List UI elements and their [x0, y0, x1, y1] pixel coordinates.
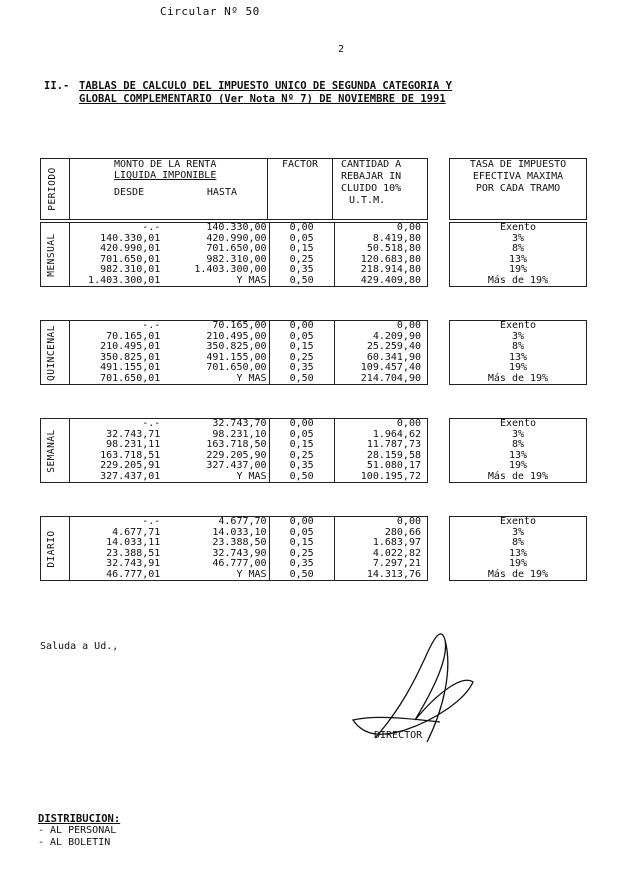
- cantidad-cell: 214.704,90: [334, 374, 427, 385]
- hasta-cell: 982.310,00: [206, 253, 267, 265]
- factor-cell: 0,25: [269, 451, 334, 462]
- section-title-line1: TABLAS DE CALCULO DEL IMPUESTO UNICO DE SEGUNDA CATEGORIA Y: [79, 80, 452, 92]
- factor-cell: 0,05: [269, 234, 334, 245]
- desde-cell: 14.033,11: [106, 537, 161, 548]
- hasta-cell: Y MAS: [162, 276, 269, 287]
- desde-cell: 327.437,01: [70, 472, 163, 483]
- cantidad-cell: 120.683,80: [334, 255, 427, 266]
- tasa-cell: 8%: [450, 538, 587, 549]
- cantidad-cell: 429.409,80: [334, 276, 427, 287]
- tasa-cell: 13%: [450, 353, 587, 364]
- desde-cell: 701.650,01: [70, 374, 163, 385]
- circular-number: Circular Nº 50: [160, 5, 260, 18]
- tasa-cell: 13%: [450, 255, 587, 266]
- rate-block-mensual: [449, 222, 587, 287]
- table-row: [450, 223, 587, 234]
- cantidad-cell: 4.209,90: [334, 332, 427, 343]
- cantidad-cell: 1.683,97: [334, 538, 427, 549]
- cantidad-cell: 4.022,82: [334, 549, 427, 560]
- desde-cell: 210.495,01: [100, 341, 161, 352]
- table-row: [450, 342, 587, 353]
- section-title: [79, 80, 452, 106]
- factor-cell: 0,00: [269, 517, 334, 528]
- cantidad-cell: 1.964,62: [334, 430, 427, 441]
- table-row: [41, 244, 428, 255]
- distribution-title: DISTRIBUCION:: [38, 813, 121, 825]
- tasa-cell: Exento: [450, 223, 587, 234]
- desde-cell: 1.403.300,01: [70, 276, 163, 287]
- director-signature-label: DIRECTOR: [374, 730, 423, 741]
- tasa-cell: 3%: [450, 332, 587, 343]
- table-row: [450, 244, 587, 255]
- cantidad-header: CANTIDAD A REBAJAR IN CLUIDO 10% U.T.M.: [333, 159, 428, 220]
- hasta-cell: 327.437,00: [206, 460, 267, 471]
- period-label: DIARIO: [41, 517, 70, 581]
- section-number: II.-: [44, 80, 70, 92]
- period-label: MENSUAL: [41, 223, 70, 287]
- tasa-cell: Más de 19%: [450, 472, 587, 483]
- table-row: [450, 559, 587, 570]
- factor-header: FACTOR: [268, 159, 333, 220]
- table-row: [450, 321, 587, 332]
- hasta-cell: 491.155,00: [206, 351, 267, 363]
- hasta-cell: Y MAS: [162, 472, 269, 483]
- tasa-cell: 19%: [450, 559, 587, 570]
- table-row: [41, 570, 428, 581]
- desde-cell: 98.231,11: [106, 439, 161, 450]
- section-title-line2: GLOBAL COMPLEMENTARIO (Ver Nota Nº 7) DE NOVIEMBRE DE 1991: [79, 93, 446, 105]
- table-row: [41, 265, 428, 276]
- hasta-cell: 1.403.300,00: [194, 264, 267, 275]
- cantidad-cell: 0,00: [334, 517, 427, 528]
- table-row: [450, 265, 587, 276]
- table-row: [450, 440, 587, 451]
- period-block-quincenal: [40, 320, 428, 385]
- cantidad-cell: 60.341,90: [334, 353, 427, 364]
- factor-cell: 0,00: [269, 223, 334, 234]
- factor-cell: 0,05: [269, 528, 334, 539]
- main-table-header: [40, 158, 428, 220]
- tasa-cell: 3%: [450, 430, 587, 441]
- factor-cell: 0,00: [269, 419, 334, 430]
- factor-cell: 0,05: [269, 332, 334, 343]
- desde-cell: 70.165,01: [106, 330, 161, 342]
- cantidad-cell: 280,66: [334, 528, 427, 539]
- tasa-cell: Más de 19%: [450, 374, 587, 385]
- cantidad-cell: 7.297,21: [334, 559, 427, 570]
- hasta-cell: Y MAS: [162, 570, 269, 581]
- page-number: 2: [338, 44, 345, 55]
- tasa-cell: 13%: [450, 451, 587, 462]
- tasa-cell: 19%: [450, 461, 587, 472]
- desde-header: DESDE: [114, 187, 145, 198]
- factor-cell: 0,15: [269, 244, 334, 255]
- period-block-semanal: [40, 418, 428, 483]
- tasa-header: TASA DE IMPUESTO EFECTIVA MAXIMA POR CADA TRAMO: [450, 159, 587, 220]
- hasta-cell: 140.330,00: [162, 223, 269, 234]
- tasa-cell: 8%: [450, 342, 587, 353]
- desde-cell: 229.205,91: [100, 460, 161, 471]
- desde-cell: -.-: [70, 321, 163, 332]
- tasa-cell: Exento: [450, 419, 587, 430]
- table-row: [41, 559, 428, 570]
- tasa-cell: 13%: [450, 549, 587, 560]
- table-row: [41, 440, 428, 451]
- table-row: [450, 461, 587, 472]
- cantidad-cell: 100.195,72: [334, 472, 427, 483]
- desde-cell: 32.743,71: [106, 428, 161, 440]
- table-row: [41, 321, 428, 332]
- rate-block-semanal: [449, 418, 587, 483]
- hasta-cell: 98.231,10: [212, 428, 267, 440]
- hasta-cell: 23.388,50: [212, 537, 267, 548]
- period-label: SEMANAL: [41, 419, 70, 483]
- factor-cell: 0,35: [269, 265, 334, 276]
- tasa-cell: 3%: [450, 234, 587, 245]
- table-row: [450, 276, 587, 287]
- period-header: PERIODO: [41, 159, 70, 220]
- table-row: [41, 342, 428, 353]
- table-row: [41, 363, 428, 374]
- factor-cell: 0,25: [269, 255, 334, 266]
- cantidad-cell: 0,00: [334, 321, 427, 332]
- table-row: [450, 570, 587, 581]
- factor-cell: 0,15: [269, 440, 334, 451]
- factor-cell: 0,35: [269, 559, 334, 570]
- desde-cell: -.-: [70, 517, 163, 528]
- hasta-cell: 163.718,50: [206, 439, 267, 450]
- factor-cell: 0,05: [269, 430, 334, 441]
- desde-cell: 350.825,01: [100, 351, 161, 363]
- factor-cell: 0,25: [269, 549, 334, 560]
- cantidad-cell: 8.419,80: [334, 234, 427, 245]
- hasta-cell: 32.743,90: [212, 547, 267, 559]
- table-row: [41, 538, 428, 549]
- table-row: [41, 517, 428, 528]
- table-row: [41, 461, 428, 472]
- cantidad-cell: 28.159,58: [334, 451, 427, 462]
- period-block-mensual: [40, 222, 428, 287]
- table-row: [450, 363, 587, 374]
- cantidad-cell: 109.457,40: [334, 363, 427, 374]
- desde-cell: 32.743,91: [106, 558, 161, 569]
- signature: [345, 620, 495, 745]
- factor-cell: 0,50: [269, 472, 334, 483]
- hasta-cell: 229.205,90: [206, 449, 267, 461]
- desde-cell: 140.330,01: [100, 232, 161, 244]
- hasta-cell: 350.825,00: [206, 341, 267, 352]
- cantidad-cell: 0,00: [334, 419, 427, 430]
- tasa-cell: 19%: [450, 265, 587, 276]
- tasa-cell: 3%: [450, 528, 587, 539]
- tasa-cell: Exento: [450, 321, 587, 332]
- table-row: [450, 472, 587, 483]
- tasa-cell: Más de 19%: [450, 570, 587, 581]
- desde-cell: 163.718,51: [100, 449, 161, 461]
- tasa-cell: Exento: [450, 517, 587, 528]
- distribution-item: - AL PERSONAL: [38, 825, 117, 836]
- desde-cell: 491.155,01: [100, 362, 161, 373]
- table-row: [41, 419, 428, 430]
- cantidad-cell: 11.787,73: [334, 440, 427, 451]
- factor-cell: 0,35: [269, 461, 334, 472]
- table-row: [450, 517, 587, 528]
- table-row: [41, 223, 428, 234]
- table-row: [41, 276, 428, 287]
- cantidad-cell: 14.313,76: [334, 570, 427, 581]
- closing-greeting: Saluda a Ud.,: [40, 641, 119, 652]
- desde-cell: 982.310,01: [100, 264, 161, 275]
- hasta-cell: 46.777,00: [212, 558, 267, 569]
- table-row: [450, 419, 587, 430]
- hasta-cell: 420.990,00: [206, 232, 267, 244]
- factor-cell: 0,25: [269, 353, 334, 364]
- hasta-cell: 4.677,70: [162, 517, 269, 528]
- cantidad-cell: 51.080,17: [334, 461, 427, 472]
- tasa-cell: 8%: [450, 244, 587, 255]
- desde-cell: 4.677,71: [112, 526, 161, 538]
- desde-cell: -.-: [70, 419, 163, 430]
- rate-block-quincenal: [449, 320, 587, 385]
- period-label: QUINCENAL: [41, 321, 70, 385]
- factor-cell: 0,35: [269, 363, 334, 374]
- hasta-header: HASTA: [206, 187, 237, 198]
- factor-cell: 0,15: [269, 342, 334, 353]
- hasta-cell: 701.650,00: [206, 243, 267, 254]
- hasta-cell: Y MAS: [162, 374, 269, 385]
- factor-cell: 0,50: [269, 570, 334, 581]
- cantidad-cell: 218.914,80: [334, 265, 427, 276]
- distribution-item: - AL BOLETIN: [38, 837, 111, 848]
- period-block-diario: [40, 516, 428, 581]
- cantidad-cell: 25.259,40: [334, 342, 427, 353]
- hasta-cell: 32.743,70: [162, 419, 269, 430]
- factor-cell: 0,00: [269, 321, 334, 332]
- factor-cell: 0,15: [269, 538, 334, 549]
- rate-block-diario: [449, 516, 587, 581]
- table-row: [450, 538, 587, 549]
- hasta-cell: 14.033,10: [212, 526, 267, 538]
- desde-cell: 420.990,01: [100, 243, 161, 254]
- table-row: [41, 472, 428, 483]
- desde-cell: 46.777,01: [70, 570, 163, 581]
- rate-table-header: [449, 158, 587, 220]
- monto-header: MONTO DE LA RENTA LIQUIDA IMPONIBLE DESDE HASTA: [70, 159, 268, 220]
- cantidad-cell: 50.518,80: [334, 244, 427, 255]
- tasa-cell: Más de 19%: [450, 276, 587, 287]
- table-row: [41, 374, 428, 385]
- tasa-cell: 19%: [450, 363, 587, 374]
- hasta-cell: 210.495,00: [206, 330, 267, 342]
- hasta-cell: 701.650,00: [206, 362, 267, 373]
- desde-cell: 23.388,51: [106, 547, 161, 559]
- hasta-cell: 70.165,00: [162, 321, 269, 332]
- desde-cell: -.-: [70, 223, 163, 234]
- desde-cell: 701.650,01: [100, 253, 161, 265]
- factor-cell: 0,50: [269, 276, 334, 287]
- cantidad-cell: 0,00: [334, 223, 427, 234]
- table-row: [450, 374, 587, 385]
- tasa-cell: 8%: [450, 440, 587, 451]
- factor-cell: 0,50: [269, 374, 334, 385]
